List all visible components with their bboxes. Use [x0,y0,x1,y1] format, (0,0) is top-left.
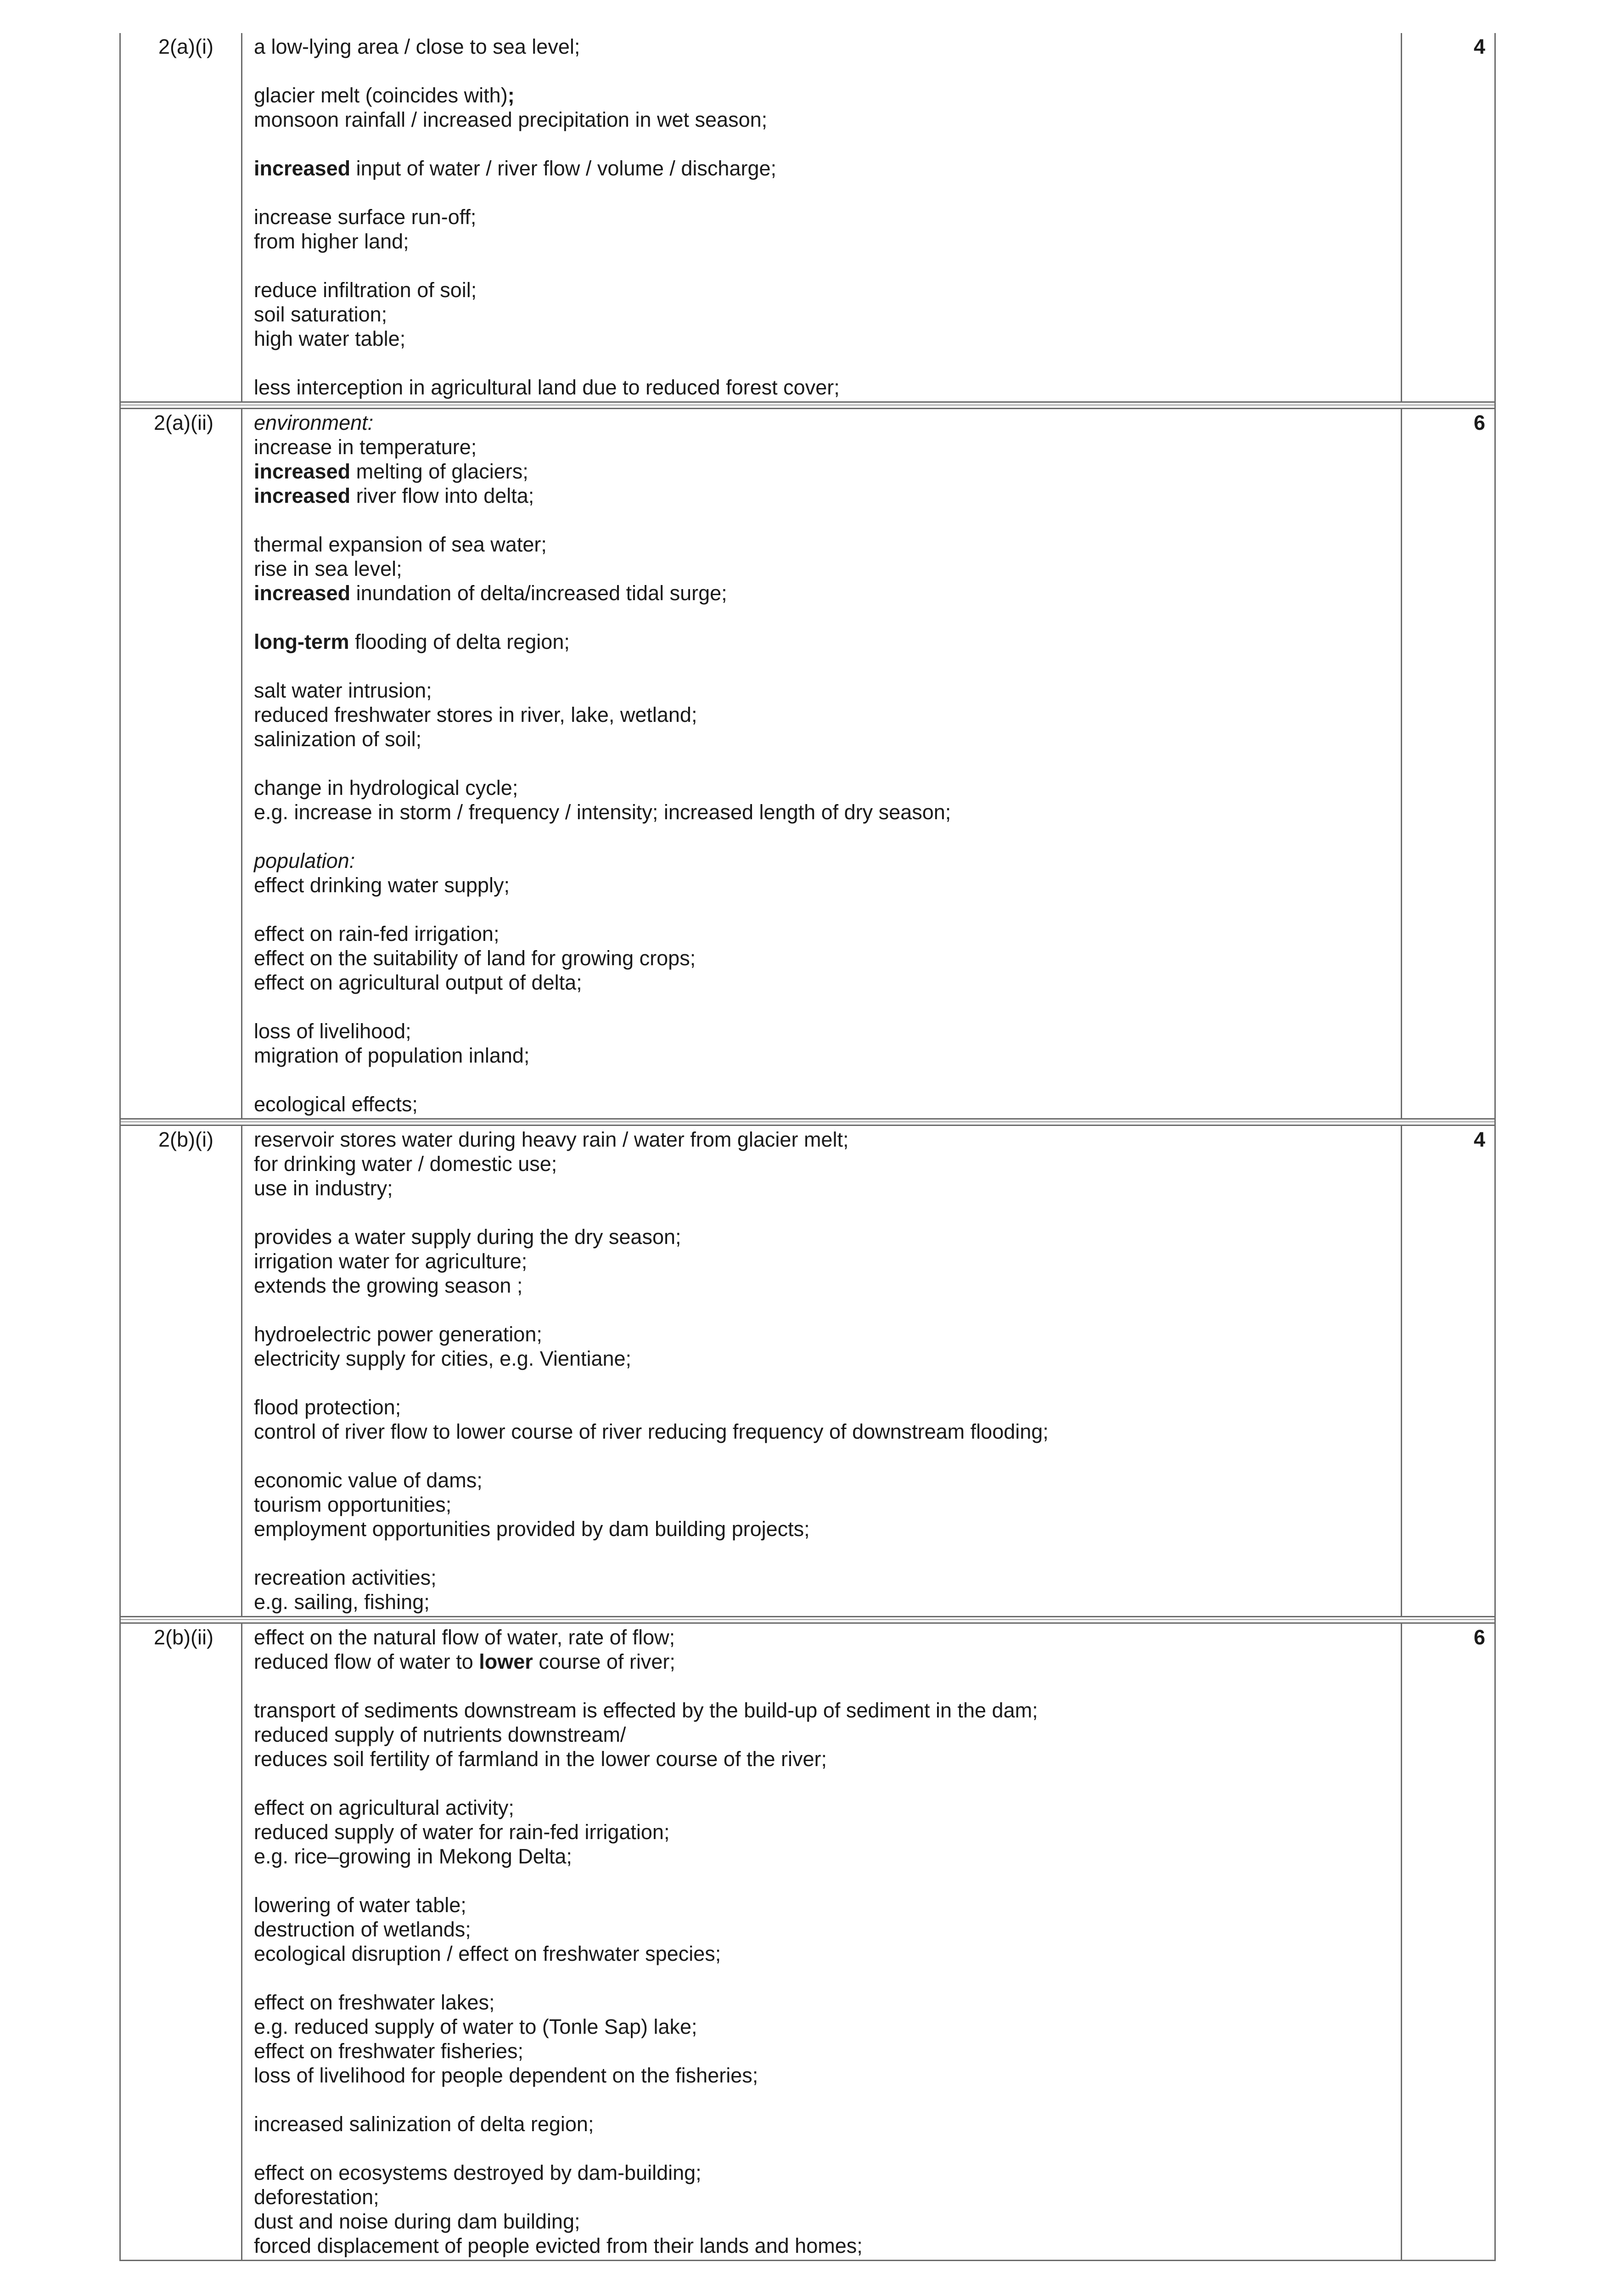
answer-line [254,83,1388,107]
answer-line [254,922,1388,946]
answer-text: loss of livelihood for people dependent on the fisheries; [254,2064,758,2087]
answer-text: transport of sediments downstream is effected by the build-up of sediment in the dam; [254,1699,1038,1722]
answer-line [254,375,1388,400]
answer-line [254,1043,1388,1068]
group-gap [254,351,1388,375]
answer-line [254,107,1388,132]
answer-text: course of river; [533,1650,675,1673]
answer-text: less interception in agricultural land due to reduced forest cover; [254,376,840,399]
answer-line [254,849,1388,873]
group-gap [254,897,1388,922]
answer-line [254,1941,1388,1966]
answer-line [254,2063,1388,2088]
answer-line [254,630,1388,654]
group-gap [254,654,1388,678]
answer-line [254,1225,1388,1249]
group-gap [254,1771,1388,1795]
answer-text: reduces soil fertility of farmland in the lower course of the river; [254,1747,827,1771]
answer-text: economic value of dams; [254,1469,483,1492]
answer-text: effect on the natural flow of water, rate of flow; [254,1626,675,1649]
question-row [119,33,1496,401]
answer-line [254,703,1388,727]
group-gap [254,1541,1388,1565]
answer-line [254,727,1388,751]
row-divider [119,1616,1496,1624]
answer-text: for drinking water / domestic use; [254,1152,557,1176]
question-row [119,409,1496,1118]
answer-text: e.g. increase in storm / frequency / intensity; increased length of dry season; [254,800,951,824]
group-gap [254,1068,1388,1092]
answer-line [254,1565,1388,1590]
answer-line [254,459,1388,484]
answer-text: hydroelectric power generation; [254,1322,542,1346]
row-divider [119,1118,1496,1126]
answer-text: flooding of delta region; [349,630,570,653]
answer-text: e.g. reduced supply of water to (Tonle Sap) lake; [254,2015,697,2038]
section-heading: population: [254,849,355,872]
answer-line [254,435,1388,459]
answer-text: recreation activities; [254,1566,437,1589]
answer-text: reduce infiltration of soil; [254,278,477,302]
answer-line [254,1176,1388,1200]
answer-line [254,532,1388,557]
answer-text: employment opportunities provided by dam building projects; [254,1517,810,1541]
answer-text: effect on freshwater lakes; [254,1991,495,2014]
answer-line [254,1893,1388,1917]
answer-line [254,2039,1388,2063]
answer-line [254,1917,1388,1941]
answer-text: reservoir stores water during heavy rain / water from glacier melt; [254,1128,849,1151]
emphasis-text: increased [254,581,351,605]
answer-text: effect on freshwater fisheries; [254,2039,523,2063]
answer-line [254,678,1388,703]
group-gap [254,605,1388,630]
answer-line [254,302,1388,326]
answer-text: irrigation water for agriculture; [254,1249,528,1273]
answer-line [254,326,1388,351]
group-gap [254,2136,1388,2161]
answer-line [254,1590,1388,1614]
answer-text: deforestation; [254,2185,379,2209]
marks-value: 4 [1473,35,1485,58]
answer-text: change in hydrological cycle; [254,776,518,799]
answer-text: rise in sea level; [254,557,402,580]
answer-line [254,484,1388,508]
answer-text: reduced supply of water for rain-fed irrigation; [254,1820,670,1844]
answer-line [254,1517,1388,1541]
marks-value: 6 [1473,411,1485,434]
group-gap [254,508,1388,532]
emphasis-text: increased [254,157,351,180]
answer-line [254,946,1388,970]
question-number: 2(b)(i) [158,1128,213,1151]
answer-text: lowering of water table; [254,1893,466,1917]
answer-line [254,1249,1388,1273]
group-gap [254,180,1388,205]
answer-text: inundation of delta/increased tidal surge; [350,581,727,605]
answer-line [254,1419,1388,1444]
answer-line [254,1273,1388,1298]
answer-line [254,1346,1388,1371]
group-gap [254,1200,1388,1225]
group-gap [254,132,1388,156]
answer-line [254,1795,1388,1820]
answer-text: glacier melt (coincides with) [254,84,508,107]
answer-text: high water table; [254,327,406,350]
answer-text: flood protection; [254,1396,401,1419]
question-row [119,1624,1496,2260]
answer-line [254,1649,1388,1674]
answer-line [254,1468,1388,1492]
answer-text: e.g. rice–growing in Mekong Delta; [254,1845,572,1868]
answer-text: increase in temperature; [254,435,477,459]
answer-line [254,1492,1388,1517]
answer-line [254,1092,1388,1116]
answer-cell [254,409,1388,1118]
answer-line [254,1844,1388,1868]
answer-text: tourism opportunities; [254,1493,452,1516]
answer-line [254,2112,1388,2136]
group-gap [254,1674,1388,1698]
group-gap [254,824,1388,849]
answer-text: effect on agricultural output of delta; [254,971,582,994]
answer-line [254,557,1388,581]
answer-text: increase surface run-off; [254,205,477,229]
group-gap [254,995,1388,1019]
answer-text: input of water / river flow / volume / discharge; [350,157,777,180]
answer-line [254,1395,1388,1419]
mark-scheme-table [119,33,1496,2261]
answer-line [254,2209,1388,2234]
answer-line [254,205,1388,229]
group-gap [254,1868,1388,1893]
section-heading: environment: [254,411,374,434]
answer-text: effect drinking water supply; [254,873,510,897]
answer-text: dust and noise during dam building; [254,2210,580,2233]
answer-line [254,873,1388,897]
answer-text: melting of glaciers; [350,460,528,483]
answer-text: provides a water supply during the dry season; [254,1225,681,1249]
answer-cell [254,1126,1388,1616]
answer-text: river flow into delta; [350,484,534,507]
answer-text: effect on the suitability of land for growing crops; [254,946,696,970]
answer-cell [254,33,1388,401]
answer-text: effect on agricultural activity; [254,1796,514,1819]
group-gap [254,1966,1388,1990]
emphasis-text: increased [254,460,351,483]
answer-line [254,278,1388,302]
answer-line [254,2015,1388,2039]
answer-text: migration of population inland; [254,1044,530,1067]
answer-line [254,156,1388,180]
answer-text: ecological disruption / effect on freshwater species; [254,1942,721,1965]
answer-line [254,800,1388,824]
question-number: 2(a)(ii) [154,411,213,434]
answer-line [254,1747,1388,1771]
answer-line [254,1152,1388,1176]
answer-text: reduced flow of water to [254,1650,479,1673]
answer-line [254,776,1388,800]
marks-value: 4 [1473,1128,1485,1151]
answer-line [254,2185,1388,2209]
answer-line [254,2161,1388,2185]
answer-line [254,1722,1388,1747]
answer-text: a low-lying area / close to sea level; [254,35,580,58]
answer-text: use in industry; [254,1176,393,1200]
answer-text: effect on rain-fed irrigation; [254,922,500,945]
answer-cell [254,1624,1388,2260]
answer-text: monsoon rainfall / increased precipitation in wet season; [254,108,768,131]
emphasis-text: increased [254,484,351,507]
answer-line [254,1698,1388,1722]
answer-line [254,229,1388,253]
answer-text: reduced freshwater stores in river, lake, wetland; [254,703,697,726]
group-gap [254,1298,1388,1322]
answer-text: destruction of wetlands; [254,1918,471,1941]
answer-text: forced displacement of people evicted from their lands and homes; [254,2234,863,2257]
answer-line [254,1990,1388,2015]
answer-text: thermal expansion of sea water; [254,533,547,556]
emphasis-text: ; [507,84,515,107]
answer-text: e.g. sailing, fishing; [254,1590,430,1614]
answer-text: from higher land; [254,230,409,253]
group-gap [254,1371,1388,1395]
group-gap [254,253,1388,278]
question-number: 2(a)(i) [158,35,213,58]
answer-text: increased salinization of delta region; [254,2112,594,2136]
answer-line [254,581,1388,605]
emphasis-text: long-term [254,630,349,653]
group-gap [254,59,1388,83]
row-divider [119,401,1496,409]
answer-text: loss of livelihood; [254,1019,411,1043]
answer-line [254,1019,1388,1043]
answer-line [254,2234,1388,2258]
answer-text: salinization of soil; [254,727,422,751]
group-gap [254,2088,1388,2112]
answer-text: electricity supply for cities, e.g. Vientiane; [254,1347,632,1370]
answer-text: effect on ecosystems destroyed by dam-building; [254,2161,702,2184]
group-gap [254,1444,1388,1468]
answer-text: control of river flow to lower course of river reducing frequency of downstream flooding; [254,1420,1049,1443]
answer-text: soil saturation; [254,303,387,326]
answer-line [254,1625,1388,1649]
answer-line [254,1322,1388,1346]
answer-text: salt water intrusion; [254,679,432,702]
answer-text: ecological effects; [254,1092,418,1116]
question-number: 2(b)(ii) [154,1626,213,1649]
answer-text: reduced supply of nutrients downstream/ [254,1723,626,1746]
answer-line [254,970,1388,995]
answer-line [254,1820,1388,1844]
answer-line [254,1127,1388,1152]
answer-line [254,411,1388,435]
group-gap [254,751,1388,776]
table-bottom-border [119,2260,1496,2261]
emphasis-text: lower [479,1650,533,1673]
answer-line [254,34,1388,59]
answer-text: extends the growing season ; [254,1274,523,1297]
marks-value: 6 [1473,1626,1485,1649]
question-row [119,1126,1496,1616]
